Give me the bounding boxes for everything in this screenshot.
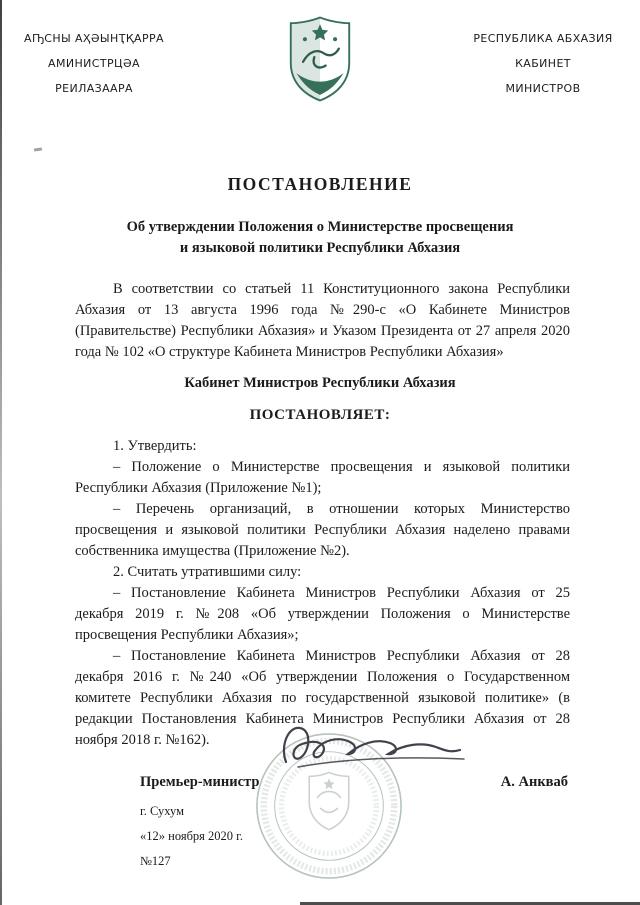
abkhazia-coat-of-arms-icon [287,14,353,109]
document-subject [0,217,640,259]
scan-artifact-left-edge [0,0,2,905]
handwritten-signature [272,718,472,776]
issuing-authority: Кабинет Министров Республики Абхазия [184,375,456,391]
resolution-word: ПОСТАНОВЛЯЕТ: [249,407,391,423]
document-title: ПОСТАНОВЛЕНИЕ [227,174,413,194]
list-item: – Постановление Кабинета Министров Республики Абхазия от 25 декабря 2019 г. №208 «Об утверждении Положения о Министерстве просвещения Республики Абхазия»; [75,585,570,643]
list-item: 1. Утвердить: [113,438,197,454]
list-item: – Перечень организаций, в отношении которых Министерство просвещения и языковой политики Республики Абхазия наделено правами собственника имущества (Приложение №2). [75,501,570,559]
letterhead-line: АМИНИСТРЦӘА [48,57,140,70]
letterhead-line: МИНИСТРОВ [505,82,581,95]
list-item: – Положение о Министерстве просвещения и языковой политики Республики Абхазия (Приложение №1); [75,459,570,496]
letterhead-abkhaz-block [10,26,178,101]
resolution-items [0,436,640,751]
signer-position: Премьер-министр [140,774,260,790]
scan-speck [34,147,42,151]
letterhead [0,0,640,112]
document-subject-line: и языковой политики Республики Абхазия [179,240,461,256]
document-date: «12» ноября 2020 г. [140,829,244,843]
document-city: г. Сухум [140,804,185,818]
letterhead-line: РЕСПУБЛИКА АБХАЗИЯ [473,32,613,45]
letterhead-line: АҦСНЫ АҲӘЫНҬҚАРРА [24,32,164,45]
letterhead-line: КАБИНЕТ [515,57,571,70]
list-item: 2. Считать утратившими силу: [113,564,302,580]
list-item: – Постановление Кабинета Министров Республики Абхазия от 28 декабря 2016 г. №240 «Об утверждении Положения о Государственном комитете Республики Абхазия по государственной языковой политике» (в редакции Постановления Кабинета Министров Республики Абхазия от 28 ноября 2018 г. №162). [75,648,570,748]
preamble-paragraph: В соответствии со статьей 11 Конституционного закона Республики Абхазия от 13 августа 1996 года №290-с «О Кабинете Министров (Правительстве) Республики Абхазия» и Указом Президента от 27 апреля 2020 года № 102 «О структуре Кабинета Министров Республики Абхазия» [75,281,570,360]
document-meta [140,799,568,874]
letterhead-line: РЕИЛАЗААРА [55,82,133,95]
signer-name: А. Анкваб [500,774,568,790]
document-number: №127 [140,854,171,868]
signature-block [140,771,568,874]
letterhead-russian-block [454,26,632,101]
document-subject-line: Об утверждении Положения о Министерстве просвещения [126,219,514,235]
